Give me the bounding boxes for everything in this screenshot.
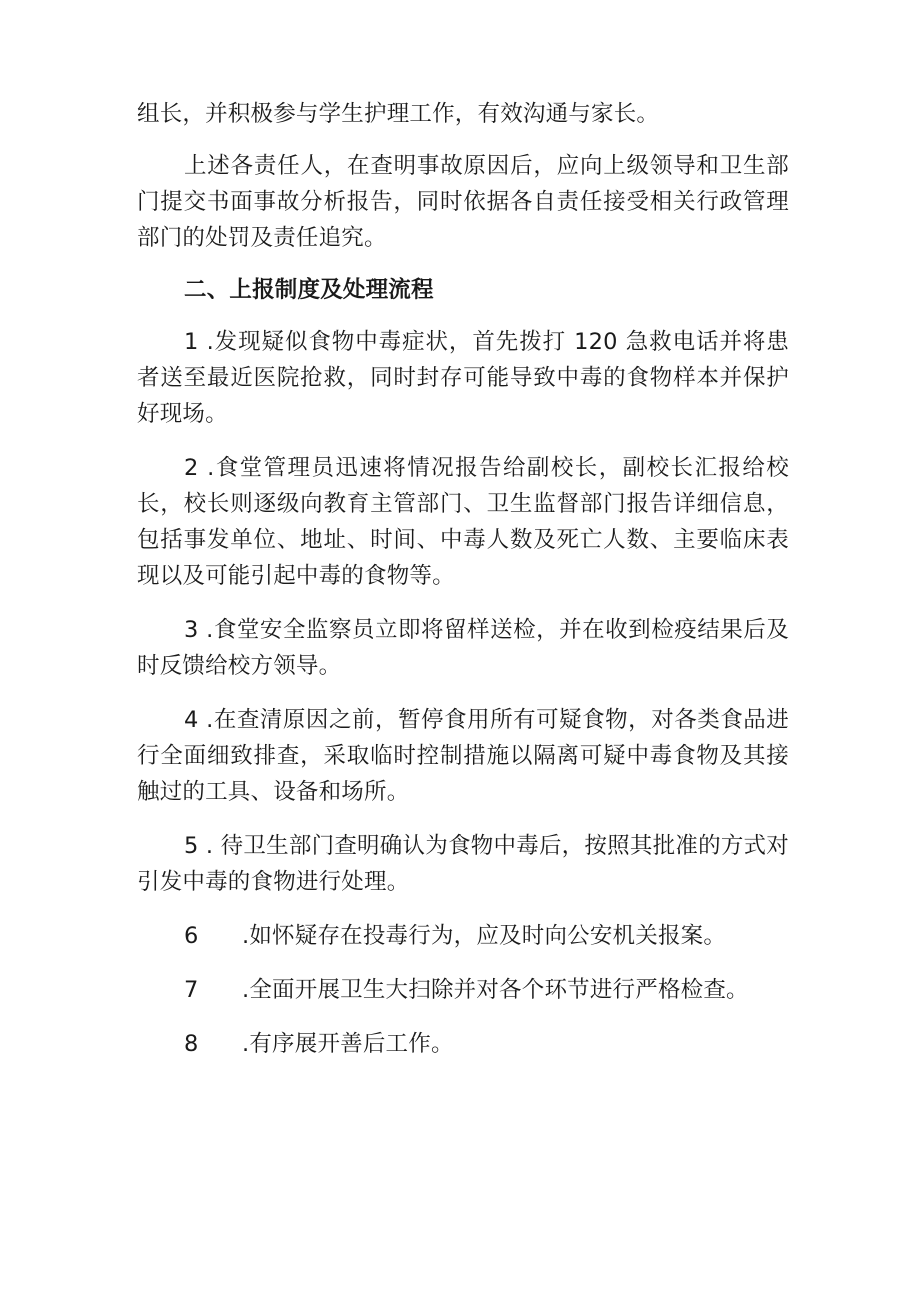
list-item-6 — [137, 918, 789, 954]
paragraph-responsibility: 上述各责任人，在查明事故原因后，应向上级领导和卫生部门提交书面事故分析报告，同时依据各自责任接受相关行政管理部门的处罚及责任追究。 — [137, 153, 789, 251]
list-item-7 — [137, 972, 789, 1008]
list-item-8 — [137, 1026, 789, 1062]
section-heading: 二、上报制度及处理流程 — [184, 277, 434, 303]
list-item-5: 5 . 待卫生部门查明确认为食物中毒后，按照其批准的方式对引发中毒的食物进行处理。 — [137, 833, 789, 895]
list-item-6-number: 6 — [184, 923, 199, 949]
list-item-3: 3 .食堂安全监察员立即将留样送检，并在收到检疫结果后及时反馈给校方领导。 — [137, 617, 789, 679]
list-item-4: 4 .在查清原因之前，暂停食用所有可疑食物，对各类食品进行全面细致排查，采取临时控制措施以隔离可疑中毒食物及其接触过的工具、设备和场所。 — [137, 707, 789, 805]
document-page — [137, 96, 789, 1062]
list-item-7-text: .全面开展卫生大扫除并对各个环节进行严格检查。 — [242, 977, 749, 1003]
list-item-8-number: 8 — [184, 1031, 199, 1057]
list-item-2: 2 .食堂管理员迅速将情况报告给副校长，副校长汇报给校长，校长则逐级向教育主管部门、卫生监督部门报告详细信息，包括事发单位、地址、时间、中毒人数及死亡人数、主要临床表现以及可能引起中毒的食物等。 — [137, 455, 789, 589]
list-item-7-number: 7 — [184, 977, 199, 1003]
list-item-1: 1 .发现疑似食物中毒症状，首先拨打 120 急救电话并将患者送至最近医院抢救，同时封存可能导致中毒的食物样本并保护好现场。 — [137, 329, 789, 427]
list-item-6-text: .如怀疑存在投毒行为，应及时向公安机关报案。 — [242, 923, 727, 949]
paragraph-continuation: 组长，并积极参与学生护理工作，有效沟通与家长。 — [137, 101, 660, 127]
list-item-8-text: .有序展开善后工作。 — [242, 1031, 454, 1057]
